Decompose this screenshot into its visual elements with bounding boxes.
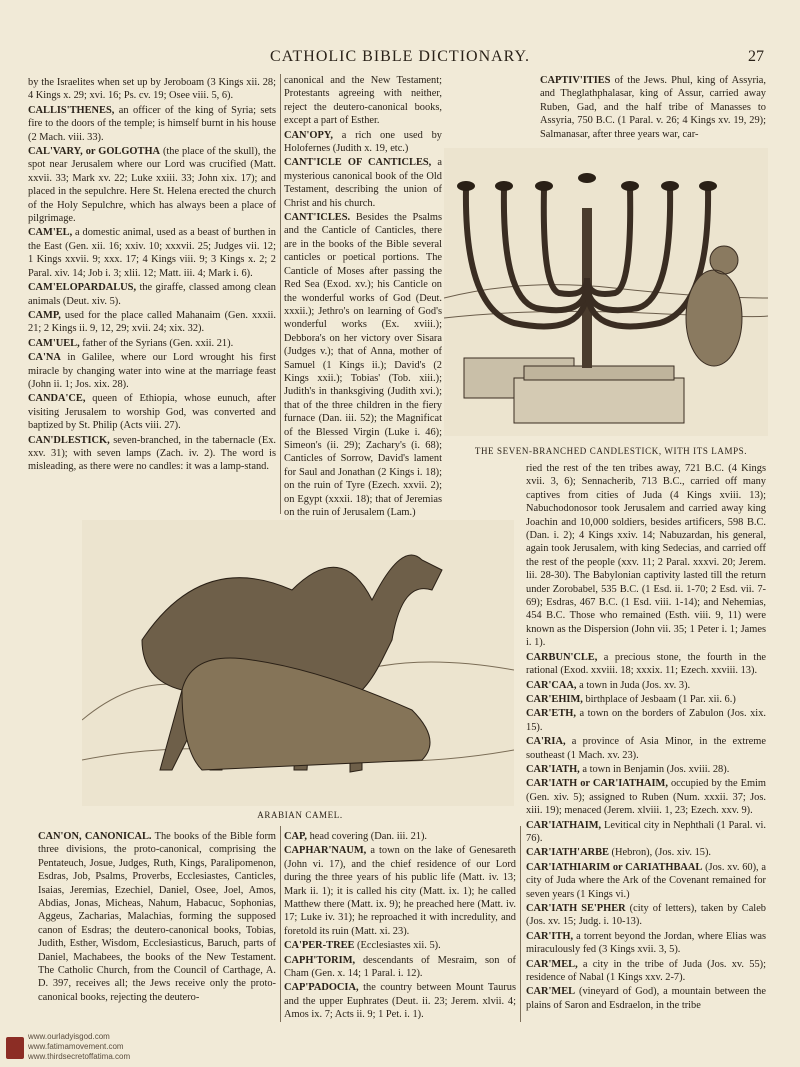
entry-headword: CALLIS'THENES, xyxy=(28,104,115,116)
entry-headword: CA'RIA, xyxy=(526,736,566,748)
entry-headword: CAN'DLESTICK, xyxy=(28,434,110,446)
footer-link[interactable]: www.ourladyisgod.com xyxy=(28,1032,110,1041)
entry-headword: CAP'PADOCIA, xyxy=(284,982,359,994)
entry-text: a city in the tribe of Juda (Jos. xv. 55); residence of Nabal (1 Kings xxv. 2-7). xyxy=(526,958,766,984)
entry-text: a town on the borders of Zabulon (Jos. xix. 15). xyxy=(526,708,766,733)
column-rule xyxy=(280,74,281,514)
entry-text: birthplace of Jesbaam (1 Par. xii. 6.) xyxy=(582,693,736,705)
entry-headword: CAMP, xyxy=(28,309,61,321)
page-title: CATHOLIC BIBLE DICTIONARY. xyxy=(270,48,530,65)
column-left-top xyxy=(28,76,276,475)
dictionary-entry xyxy=(284,156,442,210)
entry-text: of the Jews. Phul, king of Assyria, and Theglathphalasar, king of Assur, carried away Ruben, Gad, and the half tribe of Manasses to Assyria, 750 B.C. (1 Paral. v. 26; 4 Kings xv. 19, 29); Salmanasar, after three years war, car- xyxy=(540,75,766,140)
entry-text: ried the rest of the ten tribes away, 721 B.C. (4 Kings xvii. 3, 6); Sennacherib, 713 B.C., carried off many captives from cities of Juda (4 Kings xviii. 13); Nabuchodonosor took Jerusalem and carried away king Joachin and 10,000 soldiers, besides artificers, 598 B.C. (Dan. i. 2); 4 Kings xxiv. 14; Nabuzardan, his general, again took Jerusalem, with king Sedecias, and carried off the rest of the people (xxv. 11; 2 Paral. xxxvi. 20; Jerem. lii. 28-30). The Babylonian captivity lasted till the return under Zorobabel, 535 B.C. (1 Esd. ii. 1-70; 2 Esd. vii. 7-69); Esdras, 467 B.C. (1 Esd. viii. 1-14); and Nehemias, 454 B.C. Those who remained (Esth. viii. 9, 11) were known as the Dispersion (John vii. 35; 1 Peter i. 1; James i. 1). xyxy=(526,463,766,649)
entry-headword: CAN'ON, CANONICAL. xyxy=(38,831,152,842)
entry-text: occupied by the Emim (Gen. xiv. 5); assigned to Ruben (Num. xxxii. 37; Jos. xiii. 19); menaced (Jerem. xlviii. 1, 23; Ezech. xxv. 9). xyxy=(526,778,766,817)
dictionary-entry xyxy=(526,861,766,901)
dictionary-entry xyxy=(526,930,766,957)
column-right-main xyxy=(526,462,766,1013)
entry-text: (the place of the skull), the spot near Jerusalem where our Lord was crucified (Matt. xxvii. 33; Mark xv. 22; Luke xxiii. 33; John xix. 17); and placed in the sepulchre. Here St. Helena erected the church of the Holy Sepulchre, which has always been a place of pilgrimage. xyxy=(28,146,276,225)
dictionary-entry xyxy=(526,763,766,776)
entry-text: (Jos. xv. 60), a city of Juda where the Ark of the Covenant remained for seven years (1 Kings vi.) xyxy=(526,861,766,900)
entry-headword: CA'PER-TREE xyxy=(284,940,355,952)
entry-headword: CANT'ICLES. xyxy=(284,212,351,224)
dictionary-entry xyxy=(28,392,276,432)
entry-text: the country between Mount Taurus and the upper Euphrates (Deut. ii. 23; Jerem. xlvii. 4; Amos ix. 7; Acts ii. 9; 1 Pet. i. 1). xyxy=(284,982,516,1021)
entry-text: a rich one used by Holofernes (Judith x. 19, etc.) xyxy=(284,129,442,155)
camel-illustration xyxy=(82,520,514,806)
entry-text: descendants of Mesraim, son of Cham (Gen. x. 14; 1 Paral. i. 12). xyxy=(284,954,516,980)
entry-text: (vineyard of God), a mountain between the plains of Saron and Esdraelon, in the tribe xyxy=(526,986,766,1011)
dictionary-entry xyxy=(38,830,276,1004)
entry-text: a province of Asia Minor, in the extreme southeast (1 Mach. xv. 23). xyxy=(526,736,766,761)
entry-headword: CAR'ETH, xyxy=(526,708,576,720)
entry-headword: CAM'EL, xyxy=(28,227,73,239)
entry-text: father of the Syrians (Gen. xxii. 21). xyxy=(79,337,234,349)
entry-text: a domestic animal, used as a beast of burthen in the East (Gen. xii. 16; xxiv. 10; xxxvii. 25; Judges vii. 12; 1 Kings xxvii. 9; xxx. 17; 4 Kings viii. 9; 3 Kings x. 2; 2 Paral. xiv. 14; Job i. 3; xlii. 12; Matt. iii. 4; Mark i. 6). xyxy=(28,227,276,279)
entry-text: a precious stone, the fourth in the rational (Exod. xxviii. 18; xxxix. 11; Ezech. xxviii. 13). xyxy=(526,651,766,677)
dictionary-entry xyxy=(28,104,276,144)
dictionary-entry xyxy=(28,434,276,474)
dictionary-entry xyxy=(526,902,766,929)
entry-headword: CA'NA xyxy=(28,352,61,364)
column-rule xyxy=(520,826,521,1022)
seal-icon xyxy=(6,1037,24,1059)
entry-headword: CANT'ICLE OF CANTICLES, xyxy=(284,157,432,169)
page-number: 27 xyxy=(748,48,764,65)
dictionary-entry xyxy=(526,958,766,985)
entry-text: (Hebron), (Jos. xiv. 15). xyxy=(608,847,712,859)
entry-text: Levitical city in Nephthali (1 Paral. vi. 76). xyxy=(526,819,766,844)
entry-text: the giraffe, classed among clean animals (Deut. xiv. 5). xyxy=(28,282,276,307)
footer-link[interactable]: www.thirdsecretoffatima.com xyxy=(28,1052,131,1061)
entry-text: used for the place called Mahanaim (Gen. xxxii. 21; 2 Kings ii. 9, 12, 29; xvii. 24; xix. 32). xyxy=(28,309,276,335)
dictionary-entry xyxy=(284,844,516,938)
footer-links xyxy=(28,1032,130,1062)
entry-text: (Ecclesiastes xii. 5). xyxy=(354,940,441,952)
entry-text: in Galilee, where our Lord wrought his first miracle by changing water into wine at the marriage feast (John ii. 1; Jos. xix. 28). xyxy=(28,352,276,390)
entry-text: canonical and the New Testament; Protestants agreeing with neither, reject the deutero-canonical books, except a part of Esther. xyxy=(284,75,442,127)
dictionary-entry xyxy=(284,830,516,843)
candlestick-illustration xyxy=(444,148,768,436)
entry-headword: CAR'IATH'ARBE xyxy=(526,847,609,859)
entry-headword: CAN'OPY, xyxy=(284,129,333,141)
entry-text: a town in Benjamin (Jos. xviii. 28). xyxy=(579,763,730,775)
dictionary-entry xyxy=(526,462,766,650)
entry-text: a torrent beyond the Jordan, where Elias was miraculously fed (3 Kings xvii. 3, 5). xyxy=(526,930,766,956)
entry-headword: CAR'MEL xyxy=(526,986,576,998)
column-middle-bottom xyxy=(284,830,516,1023)
dictionary-entry xyxy=(526,693,766,706)
entry-text: The books of the Bible form three divisions, the proto-canonical, comprising the Pentateuch, Josue, Judges, Ruth, Kings, Paralipomenon, Esdras, Job, Psalms, Proverbs, Ecclesiastes, Canticles, Isaias, Jeremias, Ezechiel, Daniel, Osee, Joel, Amos, Abdias, Jonas, Micheas, Nahum, Habacuc, Sophonias, Aggeus, Zacharias, Malachias, forming the supposed canon of Esdras; the deutero-canonical books, Tobias, Judith, Esther, Wisdom, Ecclesiasticus, Baruch, parts of Daniel, Machabees, the books of the New Testament. The Catholic Church, from the Council of Carthage, A. D. 397, receives all; the Jews receive only the proto-canonical books, rejecting the deutero- xyxy=(38,831,276,1003)
entry-headword: CAPHAR'NAUM, xyxy=(284,845,367,857)
dictionary-entry xyxy=(28,145,276,225)
column-middle-top xyxy=(284,74,442,520)
entry-text: head covering (Dan. iii. 21). xyxy=(307,831,428,842)
entry-headword: CAM'ELOPARDALUS, xyxy=(28,282,137,294)
entry-headword: CAR'ITH, xyxy=(526,930,574,942)
entry-headword: CAR'IATHIARIM or CARIATHBAAL xyxy=(526,861,703,873)
candlestick-caption: THE SEVEN-BRANCHED CANDLESTICK, WITH ITS LAMPS. xyxy=(474,446,748,456)
dictionary-entry xyxy=(28,281,276,308)
dictionary-entry xyxy=(526,679,766,692)
entry-headword: CAR'IATHAIM, xyxy=(526,819,602,831)
entry-headword: CAR'MEL, xyxy=(526,958,578,970)
entry-headword: CAPH'TORIM, xyxy=(284,954,356,966)
entry-text: a town on the lake of Genesareth (John vi. 17), and the chief residence of our Lord during the three years of his public life (Matt. iv. 13; Mark ii. 1); it is called his city (Matt. ix. 1); he called Matthew there (Matt. ix. 9); he preached here (Matt. iv. 17; Luke iv. 31); he reproached it with incredulity, and foretold its ruin (Matt. xi. 23). xyxy=(284,845,516,937)
dictionary-entry xyxy=(526,651,766,678)
entry-headword: CAP, xyxy=(284,831,307,842)
entry-text: (city of letters), taken by Caleb (Jos. xv. 15; Judg. i. 10-13). xyxy=(526,903,767,928)
entry-text: by the Israelites when set up by Jeroboam (3 Kings xii. 28; 4 Kings x. 29; xvi. 16; Ps. cv. 19; Osee viii. 5, 6). xyxy=(28,77,276,102)
camel-caption: ARABIAN CAMEL. xyxy=(257,810,343,820)
entry-headword: CAL'VARY, or GOLGOTHA xyxy=(28,146,161,158)
entry-headword: CAR'IATH SE'PHER xyxy=(526,903,626,914)
entry-text: queen of Ethiopia, whose eunuch, after visiting Jerusalem to worship God, was converted and baptized by St. Philip (Acts viii. 27). xyxy=(28,393,276,432)
entry-text: Besides the Psalms and the Canticle of Canticles, there are in the books of the Bible several canticles or poetical portions. The Canticle of Moses after passing the Red Sea (Exod. xv.); his Canticle on the wonderful works of God (Deut. xxxii.); Jethro's on learning of God's wonderful works (Ex. xviii.); Debbora's on her victory over Sisara (Judges v.); that of Anna, mother of Samuel (1 Kings ii.); David's (2 Kings xxii.); Tobias' (Tob. xiii.); Judith's in thanksgiving (Judith xvi.); that of the three children in the fiery furnace (Dan. iii. 52); the Magnificat of the Blessed Virgin (Luke i. 46); Simeon's (ii. 29); Zachary's (i. 68); Canticles of Sorrow, David's lament for Saul and Jonathan (2 Kings i. 18); on the ruin of Tyre (Ezech. xxvii. 2); on Egypt (xxxii. 18); that of Jeremias on the ruin of Jerusalem (Lam.) xyxy=(284,212,442,518)
dictionary-entry xyxy=(284,981,516,1021)
dictionary-entry xyxy=(284,939,516,952)
entry-headword: CAR'IATH or CAR'IATHAIM, xyxy=(526,778,668,790)
dictionary-entry xyxy=(28,309,276,336)
entry-text: a town in Juda (Jos. xv. 3). xyxy=(576,679,691,691)
entry-headword: CAPTIV'ITIES xyxy=(540,75,611,86)
dictionary-entry xyxy=(284,74,442,128)
dictionary-entry xyxy=(284,211,442,519)
dictionary-entry xyxy=(526,985,766,1012)
entry-text: an officer of the king of Syria; sets fire to the doors of the temple; is himself burnt in his house (2 Mach. viii. 33). xyxy=(28,104,276,143)
entry-headword: CAR'IATH, xyxy=(526,763,580,775)
footer-link[interactable]: www.fatimamovement.com xyxy=(28,1042,124,1051)
entry-text: seven-branched, in the tabernacle (Ex. xxv. 31); with seven lamps (Zach. iv. 2). The word is misleading, as there were no candles: it was a lamp-stand. xyxy=(28,434,276,473)
dictionary-entry xyxy=(28,351,276,391)
entry-text: a mysterious canonical book of the Old Testament, describing the union of Christ and his church. xyxy=(284,157,443,209)
dictionary-entry xyxy=(284,129,442,156)
entry-headword: CAR'CAA, xyxy=(526,679,577,691)
dictionary-entry xyxy=(526,777,766,817)
dictionary-entry xyxy=(284,954,516,981)
dictionary-entry xyxy=(28,337,276,350)
entry-headword: CANDA'CE, xyxy=(28,393,86,405)
dictionary-entry xyxy=(526,735,766,762)
dictionary-entry xyxy=(28,226,276,280)
dictionary-entry xyxy=(526,819,766,846)
column-rule xyxy=(280,826,281,1022)
entry-headword: CAR'EHIM, xyxy=(526,693,583,705)
dictionary-entry xyxy=(526,846,766,859)
dictionary-entry xyxy=(540,74,766,141)
column-left-bottom xyxy=(38,830,276,1005)
dictionary-entry xyxy=(28,76,276,103)
entry-headword: CAM'UEL, xyxy=(28,337,80,349)
entry-headword: CARBUN'CLE, xyxy=(526,651,598,663)
column-right-top xyxy=(540,74,766,142)
dictionary-entry xyxy=(526,707,766,734)
